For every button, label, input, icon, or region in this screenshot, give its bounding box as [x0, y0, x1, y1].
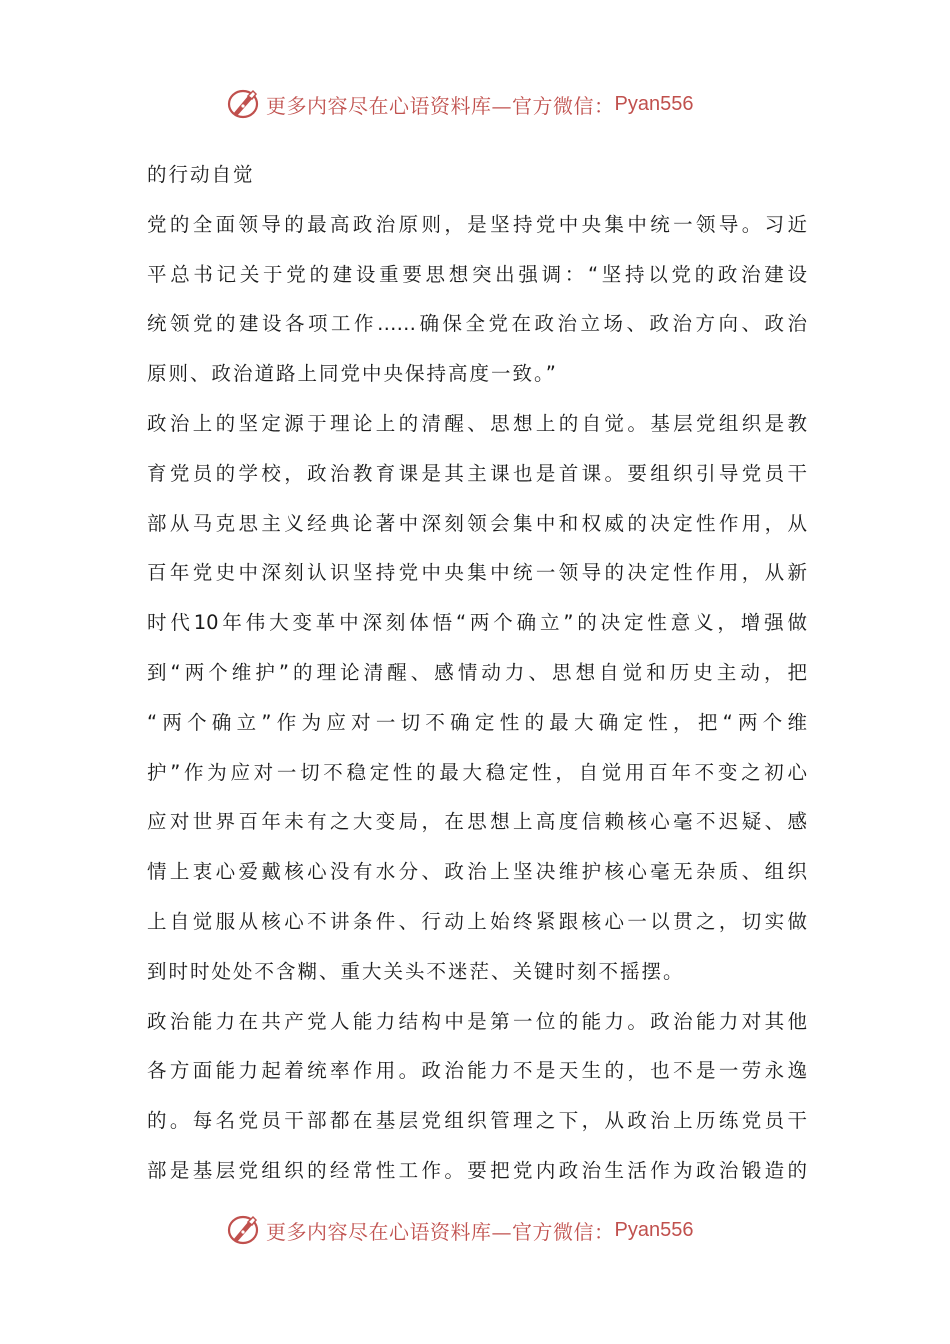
text-line: 的。每名党员干部都在基层党组织管理之下，从政治上历练党员干 — [147, 1109, 807, 1133]
text-line: 情上衷心爱戴核心没有水分、政治上坚决维护核心毫无杂质、组织 — [147, 860, 807, 884]
text-line: 百年党史中深刻认识坚持党中央集中统一领导的决定性作用，从新 — [147, 561, 807, 585]
text-line: 部从马克思主义经典论著中深刻领会集中和权威的决定性作用，从 — [147, 511, 807, 535]
text-line: 原则、政治道路上同党中央保持高度一致。” — [147, 362, 558, 386]
text-line: 到时时处处不含糊、重大关头不迷茫、关键时刻不摇摆。 — [147, 959, 685, 983]
footer-banner — [226, 1210, 693, 1250]
header-banner — [226, 84, 693, 124]
text-line: 统领党的建设各项工作……确保全党在政治立场、政治方向、政治 — [147, 312, 807, 336]
text-line: 护”作为应对一切不稳定性的最大稳定性，自觉用百年不变之初心 — [147, 760, 807, 784]
text-line: 党的全面领导的最高政治原则，是坚持党中央集中统一领导。习近 — [147, 212, 807, 236]
text-line: 时代10年伟大变革中深刻体悟“两个确立”的决定性意义，增强做 — [147, 611, 807, 635]
text-line: 各方面能力起着统率作用。政治能力不是天生的，也不是一劳永逸 — [147, 1059, 807, 1083]
text-line: 政治能力在共产党人能力结构中是第一位的能力。政治能力对其他 — [147, 1009, 807, 1033]
text-line: 的行动自觉 — [147, 163, 255, 186]
pen-nib-logo-icon — [226, 1213, 260, 1247]
document-body — [147, 150, 807, 1196]
wechat-id: Pyan556 — [614, 1218, 694, 1241]
text-line: 政治上的坚定源于理论上的清醒、思想上的自觉。基层党组织是教 — [147, 411, 807, 435]
pen-nib-logo-icon — [226, 87, 260, 121]
text-line: 应对世界百年未有之大变局，在思想上高度信赖核心毫不迟疑、感 — [147, 810, 807, 834]
text-line: 部是基层党组织的经常性工作。要把党内政治生活作为政治锻造的 — [147, 1158, 807, 1182]
text-line: 到“两个维护”的理论清醒、感情动力、思想自觉和历史主动，把 — [147, 660, 807, 684]
text-line: 上自觉服从核心不讲条件、行动上始终紧跟核心一以贯之，切实做 — [147, 909, 807, 933]
banner-text: 更多内容尽在心语资料库—官方微信： — [266, 93, 615, 118]
banner-text: 更多内容尽在心语资料库—官方微信： — [266, 1219, 615, 1244]
text-line: 平总书记关于党的建设重要思想突出强调：“坚持以党的政治建设 — [147, 262, 807, 286]
text-line: “两个确立”作为应对一切不确定性的最大确定性，把“两个维 — [147, 710, 807, 734]
wechat-id: Pyan556 — [614, 92, 694, 115]
text-line: 育党员的学校，政治教育课是其主课也是首课。要组织引导党员干 — [147, 461, 807, 485]
